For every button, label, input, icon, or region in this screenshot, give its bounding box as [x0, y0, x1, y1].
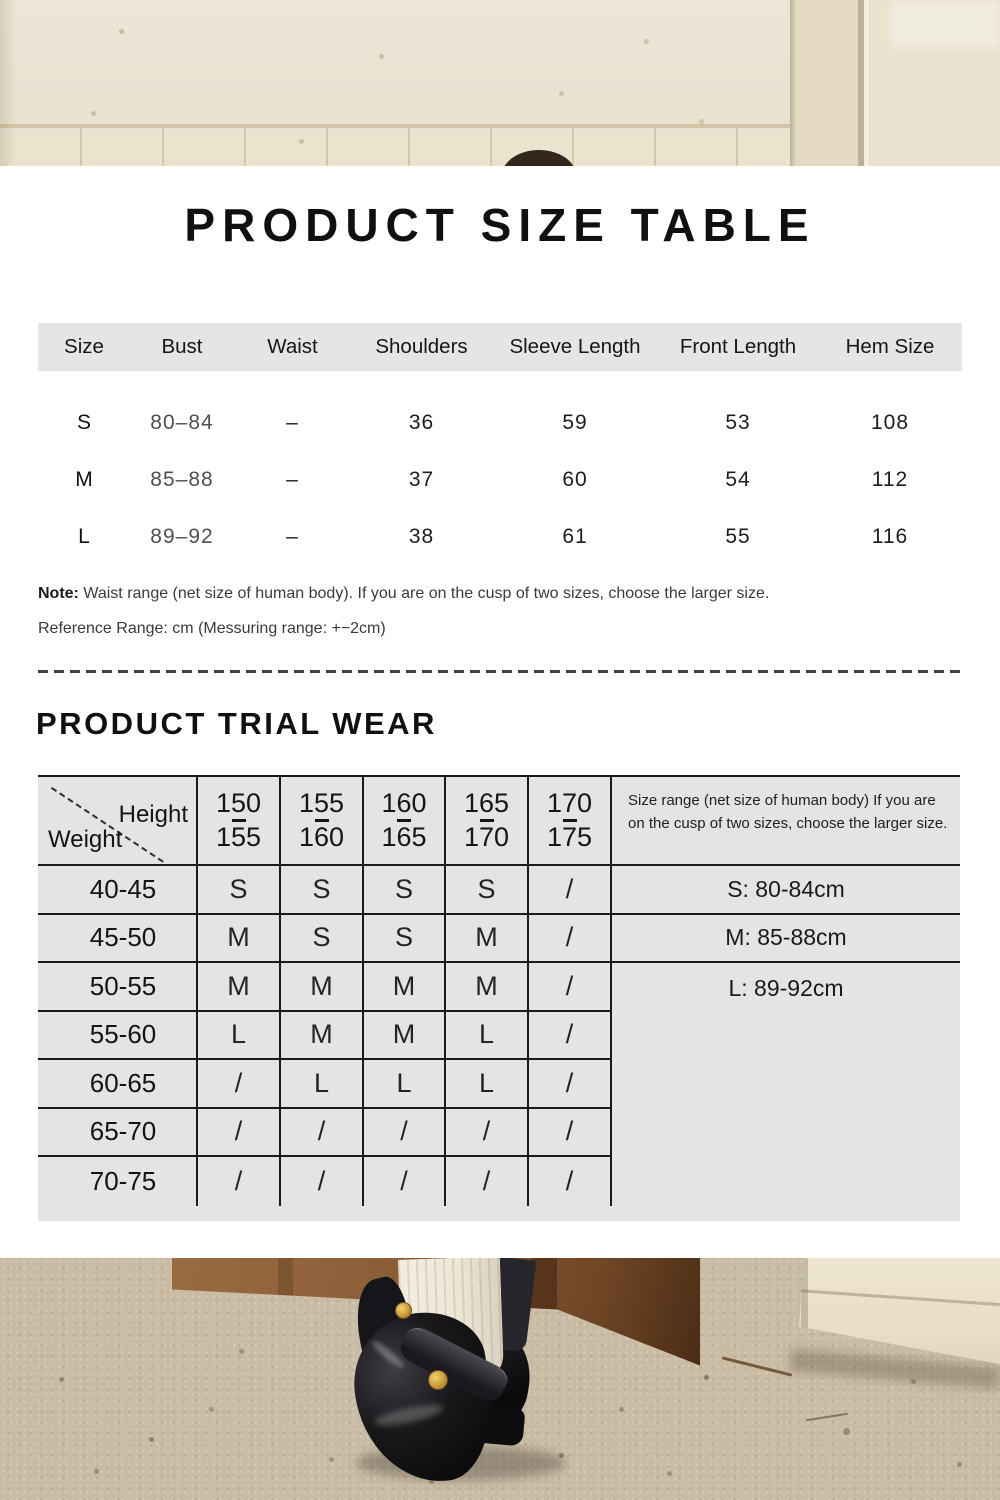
size-value: M [362, 963, 444, 1012]
height-top: 165 [463, 788, 510, 818]
waist-cell: – [286, 467, 299, 491]
size-value: L [444, 1012, 527, 1061]
side-note-line: on the cusp of two sizes, choose the larger size. [628, 815, 948, 832]
size-value: / [362, 1157, 444, 1206]
size-value: / [279, 1157, 362, 1206]
height-top: 150 [215, 788, 262, 818]
trial-wear-title: PRODUCT TRIAL WEAR [36, 706, 437, 741]
note-label: Note: [38, 585, 79, 602]
size-value: / [444, 1109, 527, 1158]
weight-cell: 60-65 [38, 1060, 196, 1109]
size-value: / [527, 1157, 610, 1206]
height-bottom: 165 [381, 822, 427, 852]
front-length-cell: 54 [725, 467, 751, 491]
tile-seams [0, 128, 800, 166]
height-range-header [444, 777, 527, 866]
size-value: M [362, 1012, 444, 1061]
size-value: / [527, 1109, 610, 1158]
size-table-header: Waist [267, 335, 318, 358]
bust-cell: 85–88 [150, 467, 214, 491]
front-length-cell: 55 [725, 524, 751, 548]
size-value: M [279, 1012, 362, 1061]
weight-cell: 40-45 [38, 866, 196, 915]
note-text: Waist range (net size of human body). If you are on the cusp of two sizes, choose the larger size. [78, 585, 770, 602]
size-table-header-row [38, 323, 962, 371]
size-value: M [196, 915, 279, 964]
size-cell: L [78, 524, 90, 548]
corner-cell [38, 777, 196, 866]
trial-wear-table [38, 775, 960, 1221]
size-value: / [444, 1157, 527, 1206]
carpet-specks [0, 1258, 3, 1261]
shoulders-cell: 37 [408, 467, 435, 491]
weight-axis-label: Weight [48, 826, 123, 853]
size-value: / [527, 1012, 610, 1061]
sleeve-cell: 59 [562, 410, 588, 434]
sleeve-cell: 60 [562, 467, 588, 491]
size-value: / [527, 1060, 610, 1109]
size-table-header: Bust [161, 335, 203, 358]
size-value: M [444, 915, 527, 964]
door-frame [790, 0, 1000, 166]
size-table-body [38, 394, 962, 565]
note-line [38, 582, 962, 606]
waist-cell: – [286, 410, 299, 434]
size-value: L [444, 1060, 527, 1109]
weight-cell: 55-60 [38, 1012, 196, 1061]
size-table-header: Shoulders [375, 335, 468, 358]
shoulders-cell: 38 [408, 524, 435, 548]
size-cell: S [76, 410, 91, 434]
weight-cell: 65-70 [38, 1109, 196, 1158]
sleeve-cell: 61 [562, 524, 588, 548]
front-length-cell: 53 [725, 410, 751, 434]
size-table-header: Hem Size [845, 335, 935, 358]
legend-small: S: 80-84cm [610, 866, 960, 915]
hem-cell: 108 [870, 410, 910, 434]
size-value: L [279, 1060, 362, 1109]
size-value: S [279, 866, 362, 915]
hem-cell: 116 [871, 524, 909, 548]
waist-cell: – [286, 524, 299, 548]
dashed-divider [38, 670, 962, 673]
page-title: PRODUCT SIZE TABLE [184, 199, 816, 251]
size-value: / [362, 1109, 444, 1158]
height-range-header [362, 777, 444, 866]
weight-cell: 70-75 [89, 1165, 157, 1196]
height-bottom: 170 [463, 822, 510, 852]
height-range-header [196, 777, 279, 866]
size-value: S [196, 866, 279, 915]
legend-medium: M: 85-88cm [610, 915, 960, 964]
height-top: 160 [381, 788, 427, 818]
size-value: / [527, 963, 610, 1012]
size-table-header: Sleeve Length [509, 335, 641, 358]
hem-cell: 112 [871, 467, 909, 491]
reference-line: Reference Range: cm (Messuring range: +−2cm) [38, 620, 386, 637]
size-value: / [279, 1109, 362, 1158]
height-top: 155 [298, 788, 345, 818]
height-range-header [527, 777, 610, 866]
top-wall-photo [0, 0, 1000, 166]
size-value: / [527, 866, 610, 915]
size-table-header: Size [64, 335, 104, 358]
door-frame-groove-highlight [864, 0, 869, 166]
side-note-cell [610, 777, 960, 866]
height-bottom: 155 [215, 822, 262, 852]
size-value: M [444, 963, 527, 1012]
size-value: S [362, 915, 444, 964]
size-value: L [196, 1012, 279, 1061]
weight-cell: 45-50 [38, 915, 196, 964]
height-range-header [279, 777, 362, 866]
door-frame-corner-light [890, 0, 1000, 48]
size-info-card [0, 166, 1000, 1258]
size-value: M [196, 963, 279, 1012]
height-axis-label: Height [118, 801, 188, 828]
side-note-line: Size range (net size of human body) If you are [628, 792, 936, 809]
size-table-header: Front Length [679, 335, 797, 358]
weight-cell: 50-55 [38, 963, 196, 1012]
size-value: S [279, 915, 362, 964]
size-value: L [362, 1060, 444, 1109]
gold-button [428, 1370, 448, 1390]
wall-specks [0, 0, 3, 3]
size-value: / [196, 1060, 279, 1109]
size-value: M [279, 963, 362, 1012]
size-cell: M [75, 467, 93, 491]
bust-cell: 89–92 [150, 524, 214, 548]
bottom-floor-photo [0, 1258, 1000, 1500]
bust-cell: 80–84 [150, 410, 214, 434]
size-value: / [196, 1157, 279, 1206]
height-bottom: 175 [546, 822, 593, 852]
height-bottom: 160 [298, 822, 345, 852]
size-value: S [362, 866, 444, 915]
white-door-seam [795, 1289, 1000, 1306]
shoulders-cell: 36 [408, 410, 435, 434]
door-frame-edge [790, 0, 796, 166]
size-value: / [527, 915, 610, 964]
size-value: / [196, 1109, 279, 1158]
gold-button [395, 1302, 412, 1319]
height-top: 170 [546, 788, 593, 818]
size-value: S [444, 866, 527, 915]
legend-large: L: 89-92cm [610, 963, 960, 1206]
note-block [38, 582, 962, 641]
